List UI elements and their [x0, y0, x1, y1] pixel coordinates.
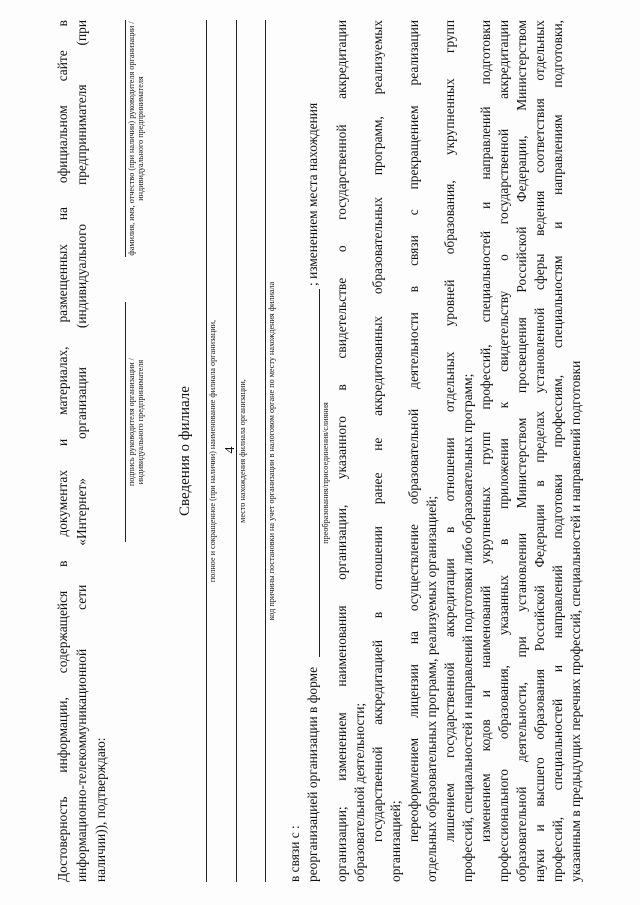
signature-caption-2: индивидуального предпринимателя — [136, 359, 145, 485]
intro-line-1: Достоверность информации, содержащейся в документах и материалах, размещенных на официальном сайте в — [55, 20, 70, 882]
body-line-3: государственной аккредитацией в отношении ранее не аккредитованных образовательных программ, реализуемых — [370, 20, 385, 842]
body-line-8: профессий, специальностей и направлений подготовки либо образовательных программ; — [460, 373, 475, 882]
name-caption-2: индивидуального предпринимателя — [136, 76, 145, 201]
body-line-4: организацией; — [388, 800, 403, 882]
branch-kpp-caption: код причины постановки на учет организации в налоговом органе по месту нахождения филиала — [267, 281, 276, 621]
body-line-2: образовательной деятельности; — [352, 702, 367, 882]
name-caption-1: фамилия, имя, отчество (при наличии) руководителя организации / — [127, 21, 136, 256]
branch-name-caption: полное и сокращенное (при наличии) наименование филиала организации, — [208, 319, 217, 583]
body-line-12: науки и высшего образования Российской Федерации в пределах установленной сферы ведения соответствия отдельных — [532, 20, 547, 882]
branch-heading: Сведения о филиале — [177, 386, 193, 516]
reorg-caption: преобразования/присоединения/слияния — [321, 402, 330, 544]
branch-name-line — [206, 20, 207, 882]
body-line-13: профессий, специальностей и направлений подготовки профессиям, специальностям и направлениям подготовки, — [550, 20, 565, 882]
signature-caption-1: подпись руководителя организации / — [127, 358, 136, 486]
body-line-6: отдельных образовательных программ, реализуемых организацией; — [424, 495, 439, 882]
rotated-content — [55, 20, 590, 882]
body-line-9: изменением кодов и наименований укрупненных групп профессий, специальностей и направлений подготовки — [478, 20, 493, 842]
intro-line-3: наличии)), подтверждаю: — [93, 737, 108, 882]
reorg-form-line — [319, 289, 320, 657]
body-line-10: профессионального образования, указанных в приложении к свидетельству о государственной аккредитации — [496, 20, 511, 882]
intro-line-2: информационно-телекоммуникационной сети «Интернет» организации (индивидуального предпринимателя (при — [74, 20, 89, 882]
body-line-7: лишением государственной аккредитации в отношении отдельных уровней образования, укрупненных групп — [442, 20, 457, 842]
branch-address-line — [236, 20, 237, 882]
reorg-end: ; изменением места нахождения — [305, 102, 320, 286]
signature-line — [125, 302, 126, 542]
body-line-14: указанным в предыдущих перечнях профессий, специальностей и направлений подготовки — [568, 360, 583, 882]
name-line — [125, 20, 126, 257]
reorg-start: реорганизацией организации в форме — [305, 666, 320, 882]
reasons-heading: в связи с : — [287, 825, 302, 882]
branch-address-caption: место нахождения филиала организации, — [238, 379, 247, 523]
body-line-1: организации; изменением наименования организации, указанного в свидетельстве о государственной аккредитации — [334, 20, 349, 882]
branch-kpp-line — [265, 20, 266, 882]
body-line-5: переоформлением лицензии на осуществление образовательной деятельности в связи с прекращением реализации — [406, 20, 421, 842]
page-number: 4 — [223, 446, 238, 454]
body-line-11: образовательной деятельности, при установлении Министерством просвещения Российской Федерации, Министерством — [514, 20, 529, 882]
